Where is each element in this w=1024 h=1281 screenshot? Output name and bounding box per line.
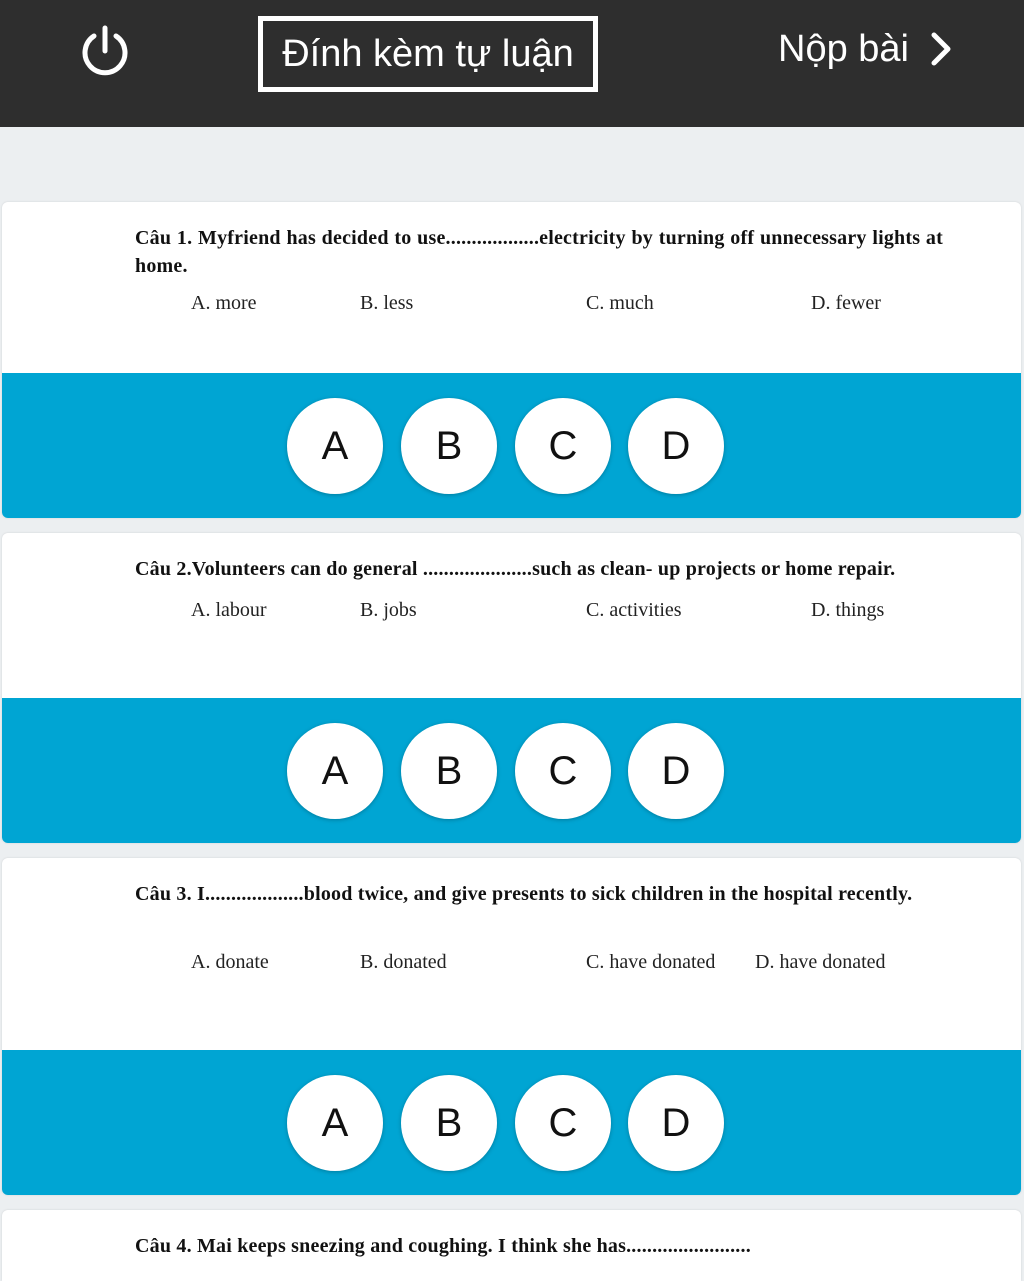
answer-button-b-3[interactable]: B — [401, 1075, 497, 1171]
option-c-3: C. have donated — [586, 951, 716, 973]
question-card-4 — [2, 1210, 1021, 1281]
option-c-1: C. much — [586, 292, 654, 314]
question-text-3: Câu 3. I...................blood twice, and give presents to sick children in the hospital recently. — [135, 883, 913, 905]
submit-label: Nộp bài — [778, 27, 909, 70]
answer-button-d-1[interactable]: D — [628, 398, 724, 494]
answer-button-b-1[interactable]: B — [401, 398, 497, 494]
question-text-2: Câu 2.Volunteers can do general .....................such as clean- up projects or home repair. — [135, 558, 896, 580]
question-text-1: Câu 1. Myfriend has decided to use..................electricity by turning off unnecessary lights at home. — [135, 227, 943, 277]
option-c-2: C. activities — [586, 599, 682, 621]
answer-button-b-2[interactable]: B — [401, 723, 497, 819]
answer-button-a-2[interactable]: A — [287, 723, 383, 819]
option-b-1: B. less — [360, 292, 414, 314]
answer-button-c-2[interactable]: C — [515, 723, 611, 819]
attach-essay-button[interactable] — [258, 16, 598, 92]
option-d-1: D. fewer — [811, 292, 881, 314]
top-bar — [0, 0, 1024, 127]
answer-button-d-3[interactable]: D — [628, 1075, 724, 1171]
question-card-2 — [2, 533, 1021, 843]
answer-band-3 — [2, 1050, 1021, 1195]
option-b-3: B. donated — [360, 951, 447, 973]
option-d-3: D. have donated — [755, 951, 886, 973]
option-a-2: A. labour — [191, 599, 267, 621]
chevron-right-icon — [929, 31, 953, 67]
option-b-2: B. jobs — [360, 599, 417, 621]
answer-band-2 — [2, 698, 1021, 843]
question-text-4: Câu 4. Mai keeps sneezing and coughing. I think she has........................ — [135, 1235, 751, 1257]
option-a-1: A. more — [191, 292, 257, 314]
question-card-3 — [2, 858, 1021, 1195]
answer-button-a-1[interactable]: A — [287, 398, 383, 494]
answer-button-d-2[interactable]: D — [628, 723, 724, 819]
answer-button-c-3[interactable]: C — [515, 1075, 611, 1171]
attach-essay-label: Đính kèm tự luận — [282, 32, 574, 75]
answer-band-1 — [2, 373, 1021, 518]
answer-button-c-1[interactable]: C — [515, 398, 611, 494]
power-icon[interactable] — [78, 24, 132, 78]
answer-button-a-3[interactable]: A — [287, 1075, 383, 1171]
option-a-3: A. donate — [191, 951, 269, 973]
option-d-2: D. things — [811, 599, 885, 621]
question-card-1 — [2, 202, 1021, 518]
submit-button[interactable] — [778, 22, 953, 76]
